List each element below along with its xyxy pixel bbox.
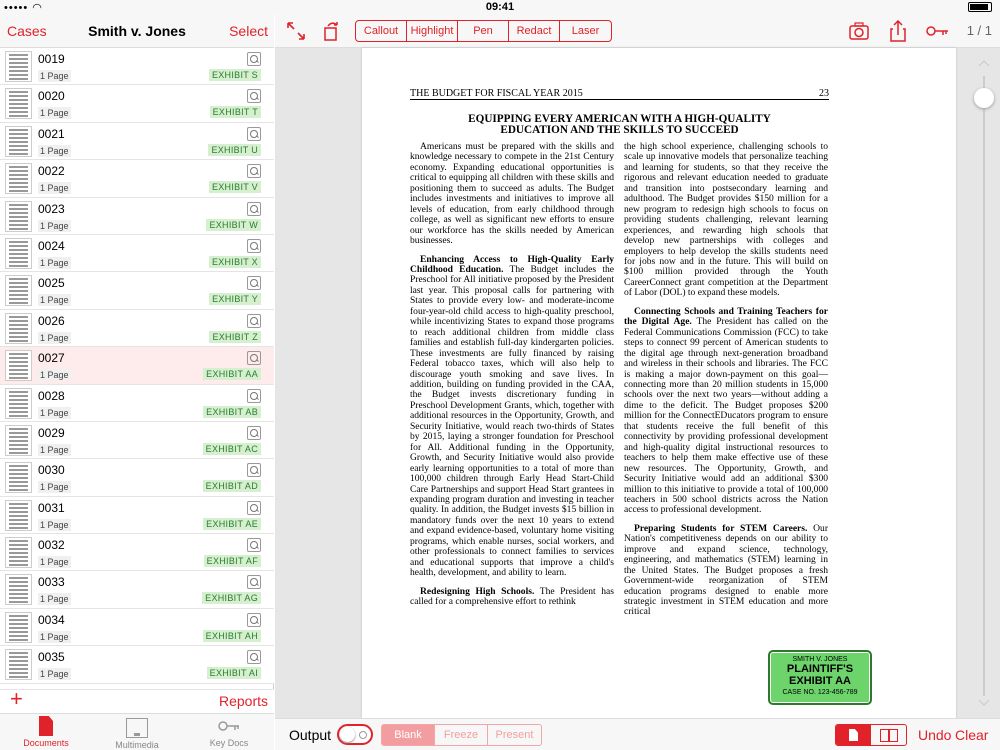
document-number: 0032 bbox=[38, 538, 65, 553]
section-heading: Connecting Schools and Training Teachers for the Digital Age. bbox=[624, 305, 828, 328]
share-icon[interactable] bbox=[887, 20, 909, 42]
list-item[interactable] bbox=[0, 385, 274, 422]
page-count: 1 Page bbox=[40, 332, 69, 343]
document-thumbnail bbox=[5, 275, 32, 306]
list-item[interactable] bbox=[0, 571, 274, 608]
preview-icon[interactable] bbox=[247, 351, 261, 365]
document-list-pane bbox=[0, 14, 274, 750]
preview-icon[interactable] bbox=[247, 239, 261, 253]
exhibit-badge: EXHIBIT U bbox=[208, 144, 261, 156]
camera-icon[interactable] bbox=[848, 20, 870, 42]
document-thumbnail bbox=[5, 201, 32, 232]
document-thumbnail bbox=[5, 313, 32, 344]
exhibit-badge: EXHIBIT W bbox=[206, 219, 261, 231]
document-thumbnail bbox=[5, 425, 32, 456]
document-number: 0028 bbox=[38, 388, 65, 403]
document-number: 0031 bbox=[38, 500, 65, 515]
signal-indicator: ••••• ◠ bbox=[4, 2, 43, 14]
status-bar bbox=[0, 0, 1000, 14]
tool-laser[interactable]: Laser bbox=[571, 25, 600, 37]
chevron-up-icon bbox=[978, 58, 990, 68]
page-title bbox=[410, 114, 829, 136]
rotate-icon[interactable] bbox=[320, 20, 342, 42]
tool-redact[interactable]: Redact bbox=[509, 21, 560, 41]
paragraph: the high school experience, challenging schools to scale up innovative models that personalize teaching and learning for students, so that they receive the rigorous and relevant education needed to graduate and transition into postsecondary learning and adulthood. The Budget provides $150 million for a new program to redesign high schools to focus on providing students challenging, relevant learning experiences, and rewarding high schools that develop new partnerships with colleges and employers to help develop the skills students need for jobs now and in the future. This will build on $100 million provided through the Youth CareerConnect grant competition at the Department of Labor (DOL) to expand these models. bbox=[624, 141, 828, 299]
page-count: 1 Page bbox=[40, 220, 69, 231]
exhibit-badge: EXHIBIT AE bbox=[203, 518, 261, 530]
page-count: 1 Page bbox=[40, 631, 69, 642]
document-number: 0024 bbox=[38, 238, 65, 253]
document-thumbnail bbox=[5, 238, 32, 269]
paragraph bbox=[624, 307, 828, 516]
preview-icon[interactable] bbox=[247, 389, 261, 403]
page-number: 23 bbox=[819, 88, 829, 99]
page-count: 1 Page bbox=[40, 71, 69, 81]
page-count: 1 Page bbox=[40, 370, 69, 381]
preview-icon[interactable] bbox=[247, 89, 261, 103]
document-thumbnail bbox=[5, 388, 32, 419]
preview-icon[interactable] bbox=[247, 202, 261, 216]
paragraph bbox=[624, 524, 828, 618]
document-thumbnail bbox=[5, 500, 32, 531]
page-count: 1 Page bbox=[40, 482, 69, 493]
page-count: 1 Page bbox=[40, 108, 69, 119]
tab-key-docs[interactable] bbox=[184, 716, 274, 748]
document-thumbnail bbox=[5, 88, 32, 119]
stamp-case-no: CASE NO. 123-456-789 bbox=[782, 689, 858, 696]
running-head-title: THE BUDGET FOR FISCAL YEAR 2015 bbox=[410, 88, 583, 99]
preview-icon[interactable] bbox=[247, 52, 261, 66]
list-item[interactable] bbox=[0, 272, 274, 309]
document-thumbnail bbox=[5, 126, 32, 157]
exhibit-badge: EXHIBIT X bbox=[209, 256, 261, 268]
document-number: 0021 bbox=[38, 126, 65, 141]
document-number: 0019 bbox=[38, 52, 65, 66]
tab-multimedia[interactable] bbox=[92, 716, 182, 750]
text-column-left bbox=[410, 142, 614, 615]
mode-freeze[interactable]: Freeze bbox=[435, 725, 488, 745]
exhibit-badge: EXHIBIT Y bbox=[209, 293, 261, 305]
single-page-button[interactable] bbox=[836, 725, 871, 745]
document-number: 0034 bbox=[38, 612, 65, 627]
fullscreen-icon[interactable] bbox=[285, 20, 307, 42]
exhibit-badge: EXHIBIT AG bbox=[202, 592, 261, 604]
list-item[interactable] bbox=[0, 198, 274, 235]
page-count: 1 Page bbox=[40, 519, 69, 530]
list-item[interactable] bbox=[0, 85, 274, 122]
mode-present[interactable]: Present bbox=[495, 729, 534, 741]
page-count: 1 Page bbox=[40, 257, 69, 268]
preview-icon[interactable] bbox=[247, 650, 261, 664]
document-number: 0030 bbox=[38, 463, 65, 478]
document-thumbnail bbox=[5, 574, 32, 605]
slider-track bbox=[983, 76, 985, 696]
undo-button[interactable]: Undo bbox=[918, 727, 952, 743]
list-item[interactable] bbox=[0, 347, 274, 384]
mode-blank[interactable]: Blank bbox=[382, 725, 435, 745]
document-thumbnail bbox=[5, 649, 32, 680]
document-page[interactable] bbox=[362, 48, 956, 718]
stamp-party: PLAINTIFF'S bbox=[786, 663, 854, 675]
preview-icon[interactable] bbox=[247, 164, 261, 178]
exhibit-badge: EXHIBIT AF bbox=[204, 555, 261, 567]
page-count: 1 Page bbox=[40, 669, 69, 680]
list-header bbox=[0, 14, 274, 48]
section-heading: Enhancing Access to High-Quality Early Childhood Education. bbox=[410, 253, 614, 275]
list-item[interactable] bbox=[0, 422, 274, 459]
stamp-exhibit: EXHIBIT AA bbox=[789, 675, 851, 687]
tool-highlight[interactable]: Highlight bbox=[407, 21, 458, 41]
preview-icon[interactable] bbox=[247, 575, 261, 589]
output-label: Output bbox=[289, 727, 332, 743]
exhibit-badge: EXHIBIT AB bbox=[203, 406, 261, 418]
select-button[interactable]: Select bbox=[229, 23, 268, 39]
document-thumbnail bbox=[5, 163, 32, 194]
document-number: 0035 bbox=[38, 650, 65, 665]
case-title: Smith v. Jones bbox=[88, 23, 186, 39]
exhibit-badge: EXHIBIT AH bbox=[203, 630, 261, 642]
list-item[interactable] bbox=[0, 534, 274, 571]
exhibit-badge: EXHIBIT AD bbox=[203, 480, 261, 492]
text-column-right bbox=[624, 142, 828, 626]
list-item[interactable] bbox=[0, 646, 274, 683]
preview-icon[interactable] bbox=[247, 127, 261, 141]
monitor-icon bbox=[126, 718, 148, 738]
running-head bbox=[410, 88, 829, 100]
paragraph-body: Our Nation's competitiveness depends on our ability to improve and expand science, technology, engineering, and mathematics (STEM) learning in the United States. The Budget proposes a fresh Government-wide reorganization of STEM education programs designed to enable more strategic investment in STEM education and more critical bbox=[624, 522, 829, 618]
page-title-line-1: EQUIPPING EVERY AMERICAN WITH A HIGH-QUALITY bbox=[468, 113, 771, 125]
tool-callout[interactable]: Callout bbox=[356, 21, 407, 41]
page-count: 1 Page bbox=[40, 407, 69, 418]
list-footer bbox=[0, 686, 274, 713]
key-icon[interactable] bbox=[925, 20, 949, 42]
chevron-down-icon bbox=[978, 698, 990, 708]
exhibit-badge: EXHIBIT Z bbox=[209, 331, 261, 343]
document-number: 0027 bbox=[38, 351, 65, 366]
preview-icon[interactable] bbox=[247, 463, 261, 477]
paragraph-body: The President has called on the Federal Communications Commission (FCC) to take steps to connect 99 percent of American students to the digital age through next-generation broadband and wireless in their schools and libraries. The FCC is making a major down-payment on this goal—connecting more than 20 million students in 15,000 schools over the next two years—without adding a dime to the deficit. The Budget proposes $200 million for the ConnectEDucators program to ensure that students receive the full benefit of this connectivity by providing professional development and high-quality digital instructional resources to teachers to help them make effective use of these new resources. The Opportunity, Growth, and Security Initiative would add an additional $300 million to this initiative to provide a total of 100,000 teachers in 500 school districts across the Nation access to professional development. bbox=[624, 316, 829, 516]
exhibit-badge: EXHIBIT V bbox=[209, 181, 261, 193]
page-count: 1 Page bbox=[40, 557, 69, 568]
exhibit-badge: EXHIBIT T bbox=[210, 106, 261, 118]
tab-documents-label: Documents bbox=[23, 738, 69, 748]
document-thumbnail bbox=[5, 51, 32, 82]
exhibit-stamp[interactable] bbox=[768, 650, 872, 705]
preview-icon[interactable] bbox=[247, 314, 261, 328]
document-number: 0022 bbox=[38, 164, 65, 179]
paragraph-body: The Budget includes the Preschool for All initiative proposed by the President last year. This proposal calls for partnering with States to provide every low- and moderate-income four-year-old child access to high-quality preschool, while incentivizing States to expand those programs to reach additional children from middle class families and establish full-day kindergarten policies. These investments are fully financed by raising Federal tobacco taxes, which will also help to discourage youth smoking and save lives. In addition, building on funding provided in the CAA, the Budget invests discretionary funding in Preschool Development Grants, which, together with additional resources in the Opportunity, Growth, and Security Initiative, would reach two-thirds of States by 2015, laying a stronger foundation for Preschool for All. Additional funding in the Opportunity, Growth, and Security Initiative would also provide early learning opportunities to a total of more than 100,000 children through Early Head Start-Child Care Partnerships and support Head Start grantees in expanding program duration and investing in teacher quality. In addition, the Budget invests $15 billion in mandatory funds over the next 10 years to extend and expand evidence-based, voluntary home visiting programs, which enable nurses, social workers, and other professionals to connect families to services and educational supports that improve a child's health, development, and ability to learn. bbox=[410, 263, 614, 579]
paragraph-body: The President has called for a comprehensive effort to rethink bbox=[410, 585, 614, 608]
page-counter: 1 / 1 bbox=[966, 23, 992, 38]
paragraph bbox=[410, 587, 614, 608]
cases-button[interactable]: Cases bbox=[7, 23, 47, 39]
list-item[interactable] bbox=[0, 310, 274, 347]
page-count: 1 Page bbox=[40, 145, 69, 156]
document-number: 0033 bbox=[38, 575, 65, 590]
two-page-button[interactable] bbox=[871, 725, 906, 745]
document-thumbnail bbox=[5, 350, 32, 381]
list-item[interactable] bbox=[0, 609, 274, 646]
reports-button[interactable]: Reports bbox=[218, 693, 268, 709]
paragraph bbox=[410, 255, 614, 579]
list-item[interactable] bbox=[0, 497, 274, 534]
document-thumbnail bbox=[5, 537, 32, 568]
paragraph: Americans must be prepared with the skills and knowledge necessary to compete in the 21st Century economy. Expanding educational opportunities is critical to equipping all children with these skills and positioning them to succeed as adults. The Budget includes investments and initiatives to improve all levels of education, from early childhood through college, as well as significant new efforts to ensure our workforce has the skills needed by American businesses. bbox=[410, 141, 614, 247]
document-thumbnail bbox=[5, 612, 32, 643]
add-button[interactable]: + bbox=[10, 686, 23, 711]
preview-icon[interactable] bbox=[247, 613, 261, 627]
document-number: 0029 bbox=[38, 425, 65, 440]
page-count: 1 Page bbox=[40, 594, 69, 605]
page-count: 1 Page bbox=[40, 444, 69, 455]
stamp-case: SMITH V. JONES bbox=[792, 656, 848, 663]
preview-icon[interactable] bbox=[247, 538, 261, 552]
page-count: 1 Page bbox=[40, 295, 69, 306]
preview-icon[interactable] bbox=[247, 276, 261, 290]
document-number: 0023 bbox=[38, 201, 65, 216]
document-list[interactable] bbox=[0, 48, 274, 689]
output-mode bbox=[381, 724, 542, 746]
list-item[interactable] bbox=[0, 459, 274, 496]
zoom-slider[interactable] bbox=[978, 58, 990, 708]
document-number: 0026 bbox=[38, 313, 65, 328]
annotation-toolbar bbox=[275, 14, 1000, 48]
document-thumbnail bbox=[5, 462, 32, 493]
clock: 09:41 bbox=[485, 1, 515, 13]
list-item[interactable] bbox=[0, 123, 274, 160]
key-icon bbox=[218, 716, 240, 736]
exhibit-badge: EXHIBIT AC bbox=[203, 443, 261, 455]
tab-multimedia-label: Multimedia bbox=[115, 740, 159, 750]
list-item[interactable] bbox=[0, 48, 274, 85]
document-number: 0025 bbox=[38, 276, 65, 291]
document-number: 0020 bbox=[38, 89, 65, 104]
exhibit-badge: EXHIBIT S bbox=[209, 69, 261, 81]
tab-bar bbox=[0, 713, 274, 750]
exhibit-badge: EXHIBIT AA bbox=[203, 368, 261, 380]
list-item[interactable] bbox=[0, 160, 274, 197]
section-heading: Redesigning High Schools. bbox=[420, 585, 535, 597]
document-icon bbox=[39, 716, 53, 736]
tab-documents[interactable] bbox=[1, 716, 91, 748]
section-heading: Preparing Students for STEM Careers. bbox=[634, 522, 808, 534]
output-toggle[interactable] bbox=[337, 724, 373, 745]
list-item[interactable] bbox=[0, 235, 274, 272]
slider-knob[interactable] bbox=[974, 88, 994, 108]
tool-pen[interactable]: Pen bbox=[458, 21, 509, 41]
annotation-tools bbox=[355, 20, 612, 42]
exhibit-badge: EXHIBIT AI bbox=[207, 667, 261, 679]
presentation-toolbar bbox=[275, 718, 1000, 750]
page-title-line-2: EDUCATION AND THE SKILLS TO SUCCEED bbox=[500, 124, 739, 136]
page-view-toggle bbox=[835, 724, 907, 746]
document-viewer[interactable] bbox=[275, 48, 1000, 718]
clear-button[interactable]: Clear bbox=[955, 727, 989, 743]
battery-icon bbox=[968, 2, 992, 12]
preview-icon[interactable] bbox=[247, 501, 261, 515]
page-count: 1 Page bbox=[40, 183, 69, 194]
preview-icon[interactable] bbox=[247, 426, 261, 440]
tab-key-docs-label: Key Docs bbox=[209, 738, 249, 748]
